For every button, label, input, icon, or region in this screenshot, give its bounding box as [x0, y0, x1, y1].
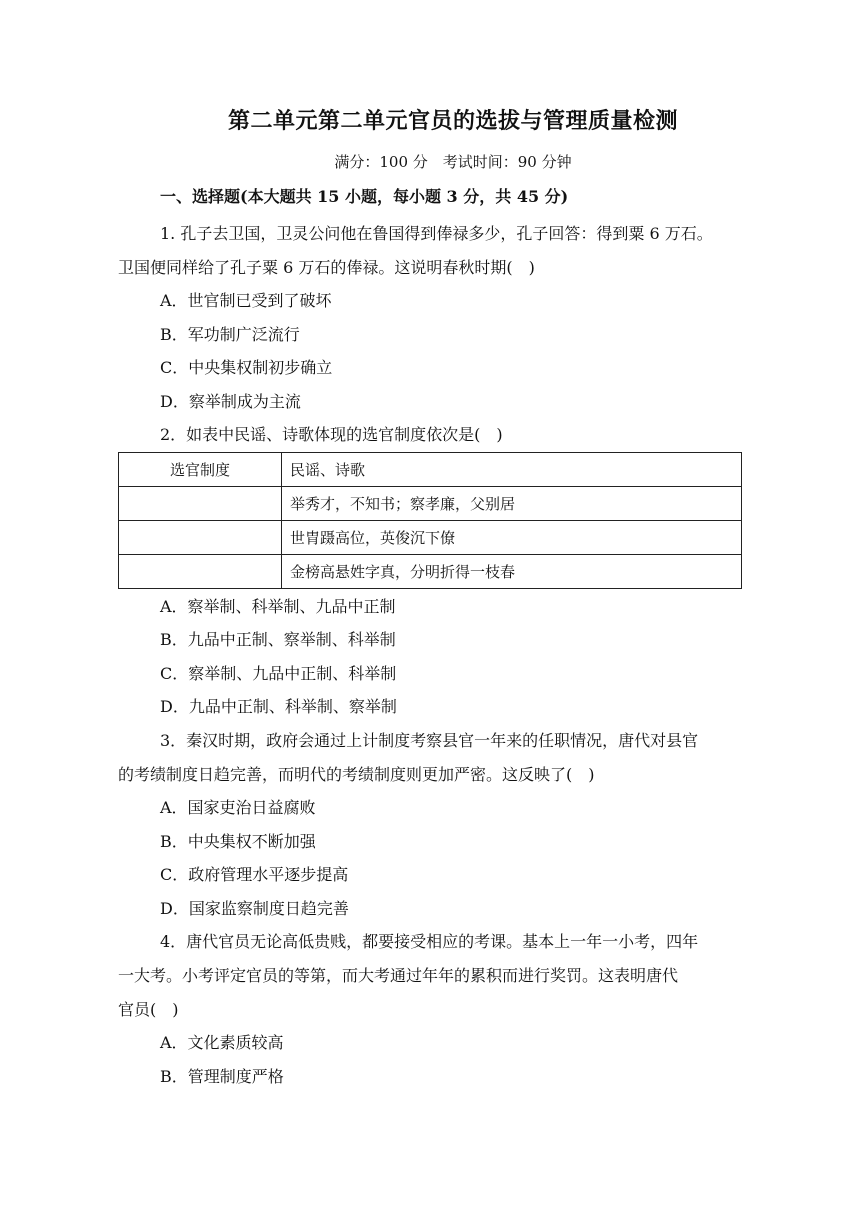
- q1-option-b: B．军功制广泛流行: [160, 325, 300, 344]
- q3-option-b: B．中央集权不断加强: [160, 832, 316, 851]
- q2-option-a: A．察举制、科举制、九品中正制: [160, 597, 396, 616]
- table-header-cell: 民谣、诗歌: [282, 453, 742, 487]
- q4-stem-line2: 一大考。小考评定官员的等第，而大考通过年年的累积而进行奖罚。这表明唐代: [118, 966, 679, 985]
- q3-option-a: A．国家吏治日益腐败: [160, 798, 316, 817]
- q3-option-d: D．国家监察制度日趋完善: [160, 899, 349, 918]
- table-cell: [119, 521, 282, 555]
- q3-stem-line2: 的考绩制度日趋完善，而明代的考绩制度则更加严密。这反映了( ): [118, 765, 595, 784]
- table-header-row: [119, 453, 742, 487]
- q2-option-d: D．九品中正制、科举制、察举制: [160, 697, 397, 716]
- q4-stem-line3: 官员( ): [118, 1000, 179, 1019]
- table-cell: 世胄蹑高位，英俊沉下僚: [282, 521, 742, 555]
- table-cell: 金榜高悬姓字真，分明折得一枝春: [282, 555, 742, 589]
- q2-option-b: B．九品中正制、察举制、科举制: [160, 630, 396, 649]
- table-cell: [119, 487, 282, 521]
- exam-meta: 满分：100 分 考试时间：90 分钟: [334, 153, 572, 171]
- q4-option-b: B．管理制度严格: [160, 1067, 284, 1086]
- q1-stem-line2: 卫国便同样给了孔子粟 6 万石的俸禄。这说明春秋时期( ): [118, 258, 535, 277]
- table-row: [119, 521, 742, 555]
- q2-table: [118, 452, 742, 589]
- q3-stem-line1: 3．秦汉时期，政府会通过上计制度考察县官一年来的任职情况，唐代对县官: [160, 731, 699, 750]
- table-header-cell: 选官制度: [119, 453, 282, 487]
- section-heading: 一、选择题(本大题共 15 小题，每小题 3 分，共 45 分): [160, 187, 569, 206]
- table-cell: [119, 555, 282, 589]
- q4-stem-line1: 4．唐代官员无论高低贵贱，都要接受相应的考课。基本上一年一小考，四年: [160, 932, 699, 951]
- q1-stem-line1: 1. 孔子去卫国，卫灵公问他在鲁国得到俸禄多少，孔子回答：得到粟 6 万石。: [160, 224, 713, 243]
- table-row: [119, 555, 742, 589]
- q2-stem: 2．如表中民谣、诗歌体现的选官制度依次是( ): [160, 425, 503, 444]
- table-row: [119, 487, 742, 521]
- table-cell: 举秀才，不知书；察孝廉，父别居: [282, 487, 742, 521]
- q3-option-c: C．政府管理水平逐步提高: [160, 865, 349, 884]
- q4-option-a: A．文化素质较高: [160, 1033, 284, 1052]
- q1-option-d: D．察举制成为主流: [160, 392, 301, 411]
- q2-option-c: C．察举制、九品中正制、科举制: [160, 664, 397, 683]
- q1-option-a: A．世官制已受到了破坏: [160, 291, 332, 310]
- q1-option-c: C．中央集权制初步确立: [160, 358, 333, 377]
- page-title: 第二单元第二单元官员的选拔与管理质量检测: [227, 108, 678, 134]
